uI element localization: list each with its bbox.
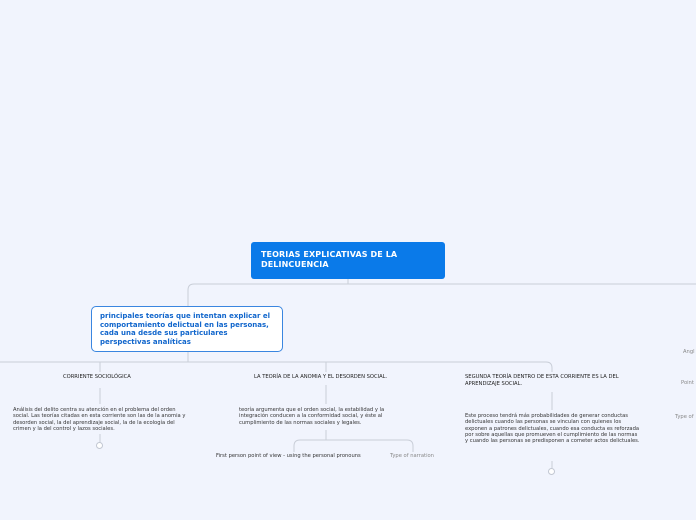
offscreen-node-fragment[interactable]: Point xyxy=(681,380,694,386)
branch-title-sociologica[interactable]: CORRIENTE SOCIOLÓGICA xyxy=(63,374,131,380)
child-node-type-of-narration[interactable]: Type of narration xyxy=(390,453,434,459)
branch-description-anomia[interactable]: teoría argumenta que el orden social, la estabilidad y la integración conducen a la conformidad social, y éste al cumplimiento de las normas sociales y legales. xyxy=(239,407,385,426)
collapse-toggle-icon[interactable] xyxy=(548,468,555,475)
root-node-label: TEORIAS EXPLICATIVAS DE LA DELINCUENCIA xyxy=(261,250,398,269)
child-node-first-person[interactable]: First person point of view - using the personal pronouns xyxy=(216,453,361,459)
branch-description-sociologica[interactable]: Análisis del delito centra su atención en el problema del orden social. Las teorías citadas en esta corriente son las de la anomia y desorden social, la del aprendizaje social, la de la ecología del crimen y la del control y lazos sociales. xyxy=(13,407,186,432)
main-topic-label: principales teorías que intentan explicar el comportamiento delictual en las personas, cada una desde sus particulares perspectivas analíticas xyxy=(100,312,271,346)
branch-title-aprendizaje[interactable]: SEGUNDA TEORÍA DENTRO DE ESTA CORRIENTE ES LA DEL APRENDIZAJE SOCIAL. xyxy=(465,374,619,387)
branch-title-anomia[interactable]: LA TEORÍA DE LA ANOMIA Y EL DESORDEN SOCIAL. xyxy=(254,374,388,380)
offscreen-node-fragment[interactable]: Type of xyxy=(675,414,694,420)
branch-description-aprendizaje[interactable]: Este proceso tendrá más probabilidades de generar conductas delictuales cuando las personas se vinculan con quienes los exponen a patrones delictuales, cuando esa conducta es reforzada por sobre aquellas que promueven el cumplimiento de las normas y cuando las personas se predisponen a cometer actos delictuales. xyxy=(465,413,640,445)
offscreen-node-fragment[interactable]: Angl xyxy=(683,349,695,355)
main-topic-node[interactable] xyxy=(91,306,283,352)
root-node[interactable] xyxy=(251,242,445,279)
collapse-toggle-icon[interactable] xyxy=(96,442,103,449)
